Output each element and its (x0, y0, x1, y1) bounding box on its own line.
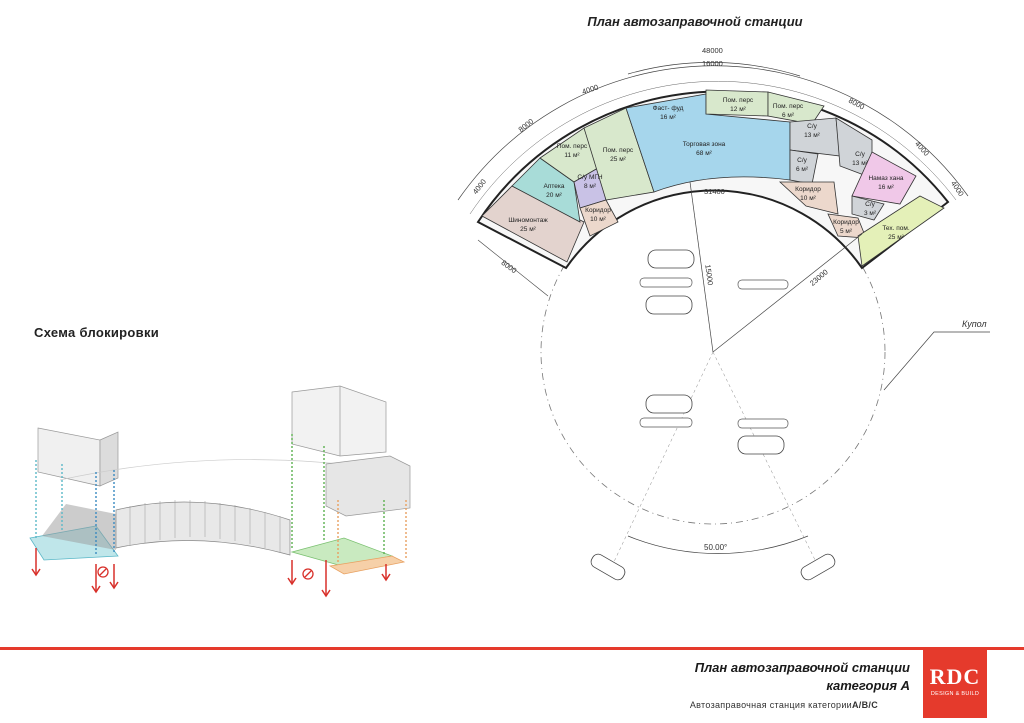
area-fast-food: 16 м² (660, 114, 676, 121)
footer-title (695, 659, 910, 695)
blocking-scheme (0, 360, 460, 610)
area-apteka: 20 м² (546, 192, 562, 199)
area-namaz: 16 м² (878, 184, 894, 191)
right-lower-module (326, 456, 410, 516)
label-koridor-1: Коридор (585, 207, 611, 214)
area-pom-pers-2: 25 м² (610, 156, 626, 163)
footer-divider (0, 647, 1024, 650)
dim-angle: 50.00° (704, 543, 728, 552)
label-su-2: С/у (797, 157, 807, 164)
dim-right-8000: 8000 (847, 95, 867, 112)
canopy-arc (116, 502, 290, 555)
footer-title-line1: План автозаправочной станции (694, 660, 910, 675)
dim-48000: 48000 (702, 46, 723, 55)
area-su-mgn: 8 м² (583, 183, 597, 190)
label-namaz: Намаз хана (868, 175, 904, 182)
label-teh-pom: Тех. пом. (882, 225, 910, 232)
label-koridor-3: Коридор (833, 219, 859, 226)
area-torgovaya: 68 м² (696, 150, 712, 157)
car-icon (799, 552, 837, 582)
area-koridor-1: 10 м² (590, 216, 606, 223)
car-icon (738, 436, 784, 454)
label-shinomontazh: Шиномонтаж (508, 217, 548, 224)
label-torgovaya: Торговая зона (682, 141, 726, 148)
angle-ray-left (612, 352, 713, 566)
kupol-leader (884, 332, 990, 390)
area-pom-pers-4: 6 м² (781, 112, 795, 119)
dim-left-4000-top: 4000 (580, 82, 600, 97)
angle-ray-right (713, 352, 818, 566)
label-su-mgn: С/у МГН (577, 174, 603, 181)
logo-tagline: DESIGN & BUILD (930, 691, 980, 697)
left-module (38, 428, 118, 486)
dim-bottom-left-8000: 8000 (499, 258, 519, 276)
footer-subtitle-text: Автозаправочная станция категории (689, 700, 852, 710)
label-koridor-2: Коридор (795, 186, 821, 193)
schema-title: Схема блокировки (34, 325, 160, 340)
label-su-4: С/у (865, 201, 875, 208)
label-pom-pers-3: Пом. перс (722, 97, 754, 104)
area-su-4: 3 м² (863, 210, 877, 217)
dim-right-4000-b: 4000 (948, 179, 966, 198)
area-koridor-3: 5 м² (839, 228, 853, 235)
area-pom-pers-3: 12 м² (730, 106, 746, 113)
dim-15000: 15000 (703, 263, 716, 286)
dim-left-8000: 8000 (516, 116, 536, 135)
area-pom-pers-1: 11 м² (564, 152, 580, 159)
logo-name: RDC (929, 664, 981, 689)
rdc-logo (923, 650, 987, 718)
dim-16000: 16000 (702, 59, 723, 68)
car-icon (646, 395, 692, 413)
dim-left-4000: 4000 (470, 177, 489, 196)
area-su-2: 6 м² (795, 166, 809, 173)
radius-line-23000 (713, 234, 862, 352)
label-su-3: С/у (855, 151, 865, 158)
area-su-1: 13 м² (804, 132, 820, 139)
plan-title: План автозаправочной станции (587, 14, 803, 29)
car-icon (646, 296, 692, 314)
area-teh-pom: 25 м² (888, 234, 904, 241)
fuel-pump-icon (640, 278, 692, 287)
area-koridor-2: 10 м² (800, 195, 816, 202)
car-icon (648, 250, 694, 268)
fuel-pump-icon (738, 280, 788, 289)
dim-31400: 31400 (704, 187, 725, 196)
label-pom-pers-1: Пом. перс (556, 143, 588, 150)
fuel-pump-icon (738, 419, 788, 428)
footer-subtitle-categories: А/B/C (852, 700, 878, 710)
car-icon (589, 552, 627, 582)
label-fast-food: Фаст- фуд (652, 105, 684, 112)
fuel-pump-icon (640, 418, 692, 427)
right-tower-module (292, 386, 386, 456)
dim-23000: 23000 (807, 267, 830, 288)
footer-subtitle (690, 700, 878, 710)
label-apteka: Аптека (543, 183, 565, 190)
label-pom-pers-2: Пом. перс (602, 147, 634, 154)
area-su-3: 13 м² (852, 160, 868, 167)
area-shinomontazh: 25 м² (520, 226, 536, 233)
dim-right-4000-a: 4000 (913, 139, 932, 158)
label-su-1: С/у (807, 123, 817, 130)
footer-title-line2: категория А (826, 678, 910, 693)
label-pom-pers-4: Пом. перс (772, 103, 804, 110)
kupol-label: Купол (962, 319, 987, 329)
